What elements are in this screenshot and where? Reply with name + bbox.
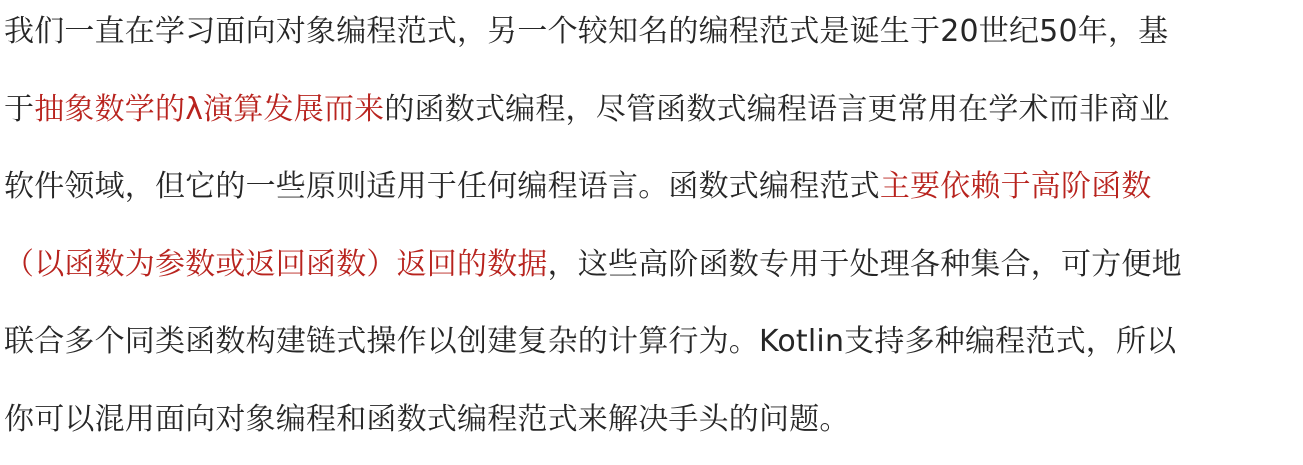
highlighted-text-segment: 主要依赖于高阶函数 [879, 169, 1152, 204]
text-segment: 你可以混用面向对象编程和函数式编程范式来解决手头的问题。 [4, 401, 850, 437]
document-paragraph [4, 0, 1299, 465]
paragraph-line-3 [4, 148, 1299, 226]
paragraph-line-1 [4, 0, 1299, 71]
paragraph-line-5 [4, 303, 1299, 381]
paragraph-line-6 [4, 381, 1299, 459]
text-segment: 的函数式编程，尽管函数式编程语言更常用在学术而非商业 [384, 91, 1170, 127]
highlighted-text-segment: （以函数为参数或返回函数）返回的数据 [4, 246, 548, 282]
paragraph-line-2 [4, 71, 1299, 149]
text-segment: 我们一直在学习面向对象编程范式，另一个较知名的编程范式是诞生于20世纪50年，基 [4, 14, 1169, 49]
highlighted-text-segment: 抽象数学的λ演算发展而来 [34, 91, 385, 127]
paragraph-line-4 [4, 226, 1299, 304]
text-segment: 于 [4, 91, 35, 127]
text-segment: 联合多个同类函数构建链式操作以创建复杂的计算行为。Kotlin支持多种编程范式，所以 [4, 324, 1177, 359]
text-segment: ，这些高阶函数专用于处理各种集合，可方便地 [547, 246, 1182, 282]
text-segment: 软件领域，但它的一些原则适用于任何编程语言。函数式编程范式 [4, 169, 880, 204]
